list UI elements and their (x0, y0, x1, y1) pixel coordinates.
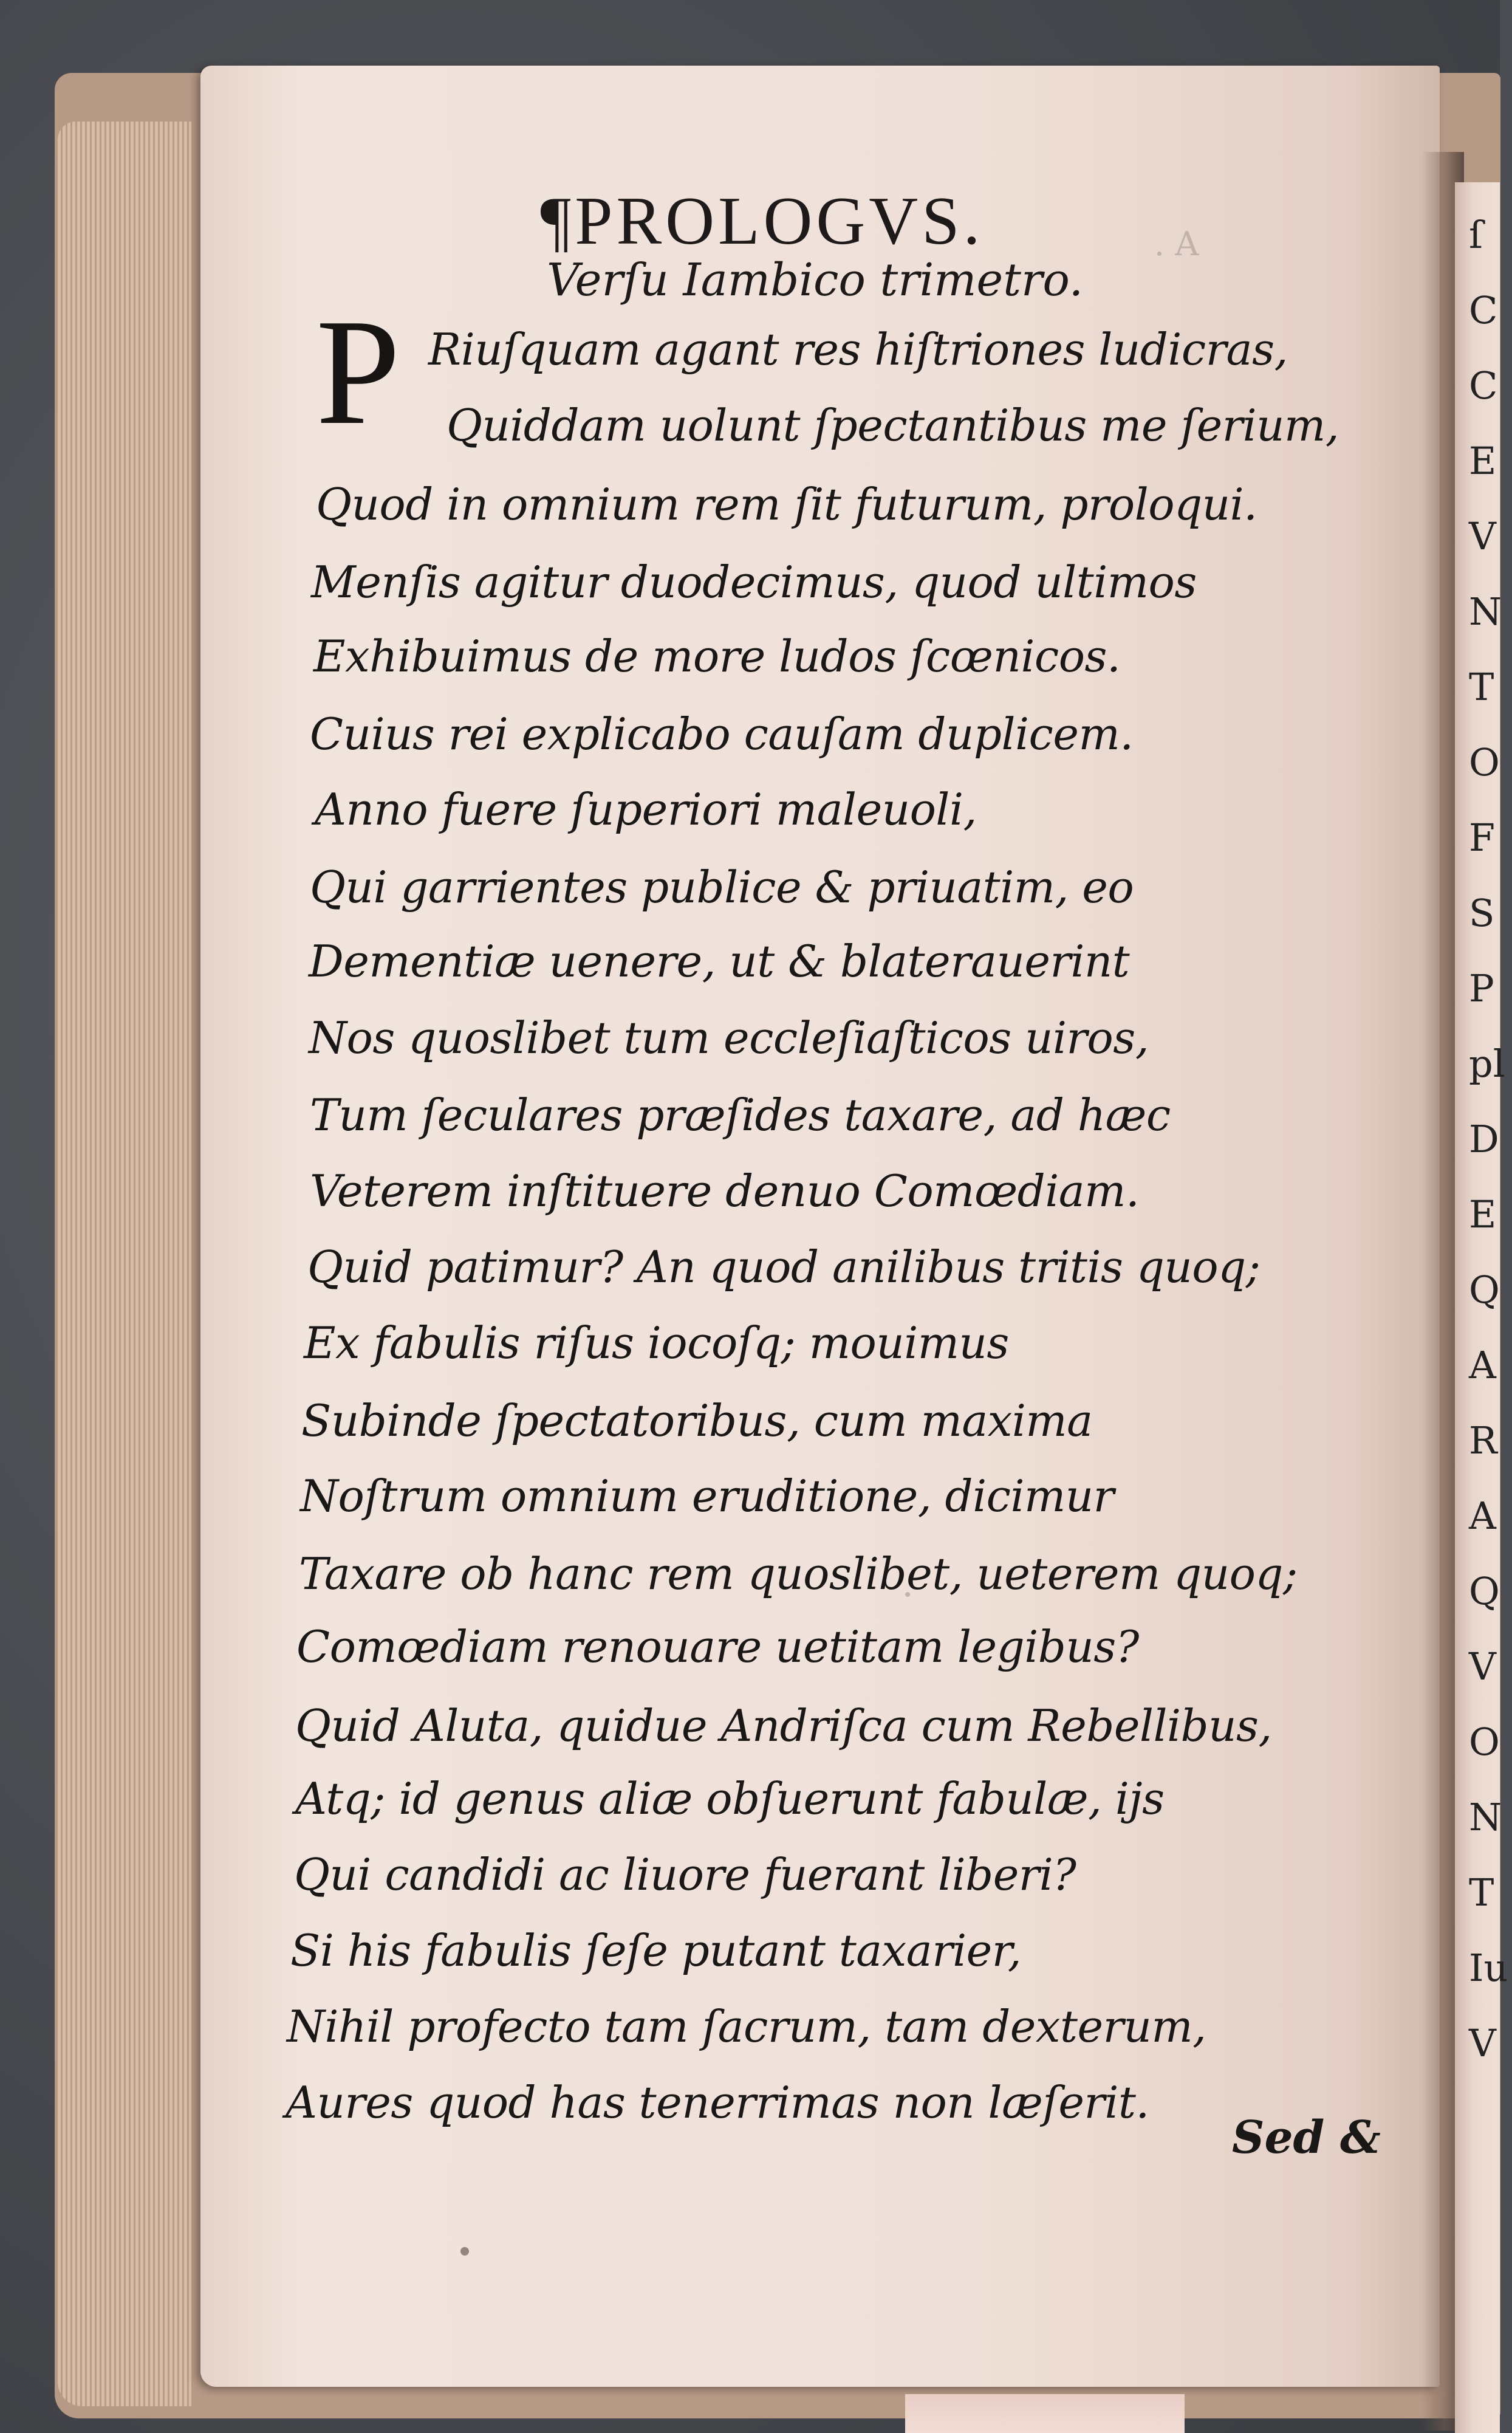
facing-page-letter: ſ (1469, 213, 1483, 257)
foxing-spot (905, 1592, 910, 1597)
facing-page-letter: Iu (1469, 1946, 1508, 1990)
facing-page-letter: V (1469, 514, 1496, 558)
verse-line: Riuſquam agant res hiſtriones ludicras, (428, 324, 1288, 375)
facing-page-letter: N (1469, 1795, 1502, 1839)
verse-line: Cuius rei explicabo cauſam duplicem. (310, 709, 1134, 760)
verse-line: Nihil profecto tam ſacrum, tam dexterum, (287, 2001, 1206, 2052)
facing-page-letter: V (1469, 2021, 1496, 2065)
pilcrow-mark: ¶ (540, 184, 575, 259)
verse-line: Dementiæ uenere, ut & blaterauerint (309, 936, 1130, 987)
facing-page-letter: N (1469, 589, 1502, 634)
facing-page-letter: S (1469, 891, 1495, 935)
facing-page-letter: Q (1469, 1569, 1500, 1613)
page-edges (58, 122, 191, 2406)
verse-line: Taxare ob hanc rem quoslibet, ueterem quoq; (299, 1548, 1298, 1599)
verse-line: Qui garrientes publice & priuatim, eo (310, 862, 1134, 913)
verse-line: Quid patimur? An quod anilibus tritis quoq; (307, 1241, 1261, 1292)
facing-page-letter: T (1469, 1870, 1494, 1915)
catchword: Sed & (1232, 2112, 1381, 2164)
page-title: PROLOGVS. (575, 184, 984, 259)
facing-page-letter: Q (1469, 1268, 1500, 1312)
verse-line: Exhibuimus de more ludos ſcœnicos. (313, 631, 1121, 682)
facing-page-letter: E (1469, 439, 1497, 483)
verse-line: Subinde ſpectatoribus, cum maxima (301, 1395, 1093, 1446)
verse-line: Quod in omnium rem ſit futurum, proloqui. (316, 479, 1257, 530)
facing-page-letter: C (1469, 288, 1498, 332)
foxing-spot (460, 2247, 469, 2256)
verse-line: Comœdiam renouare uetitam legibus? (296, 1621, 1139, 1672)
facing-page-letter: C (1469, 363, 1498, 408)
facing-page-letter: A (1469, 1343, 1496, 1387)
verse-line: Qui candidi ac liuore fuerant liberi? (294, 1849, 1076, 1900)
facing-page-letter: P (1469, 966, 1494, 1011)
verse-line: Ex fabulis riſus iocoſq; mouimus (304, 1317, 1009, 1368)
verse-line: Tum ſeculares præſides taxare, ad hæc (310, 1090, 1171, 1141)
facing-page-letter: A (1469, 1494, 1496, 1538)
verse-line: Nos quoslibet tum eccleſiaſticos uiros, (309, 1012, 1149, 1063)
verse-line: Menſis agitur duodecimus, quod ultimos (311, 557, 1197, 608)
verse-line: Quiddam uolunt ſpectantibus me ſerium, (446, 400, 1339, 451)
show-through-text: . A (1154, 225, 1199, 263)
facing-page-letter: F (1469, 815, 1496, 860)
verse-line: Si his fabulis ſeſe putant taxarier, (290, 1925, 1022, 1976)
facing-page-letter: E (1469, 1192, 1497, 1237)
facing-page-letter: T (1469, 665, 1494, 709)
facing-page-letter: D (1469, 1117, 1499, 1161)
drop-cap: P (316, 288, 401, 456)
verse-line: Veterem inſtituere denuo Comœdiam. (310, 1165, 1140, 1216)
page-header (0, 182, 1512, 261)
facing-page-letter: O (1469, 740, 1500, 784)
verse-line: Quid Aluta, quidue Andriſca cum Rebellibus, (295, 1700, 1272, 1751)
verse-line: Noſtrum omnium eruditione, dicimur (300, 1470, 1114, 1522)
page-tab-marker (905, 2394, 1185, 2433)
facing-page-letter: pl (1469, 1041, 1505, 1086)
facing-page-letter: O (1469, 1720, 1500, 1764)
facing-page-letter: R (1469, 1418, 1497, 1463)
verse-line: Atq; id genus aliæ obſuerunt fabulæ, ijs (295, 1773, 1165, 1824)
subheading: Verſu Iambico trimetro. (547, 254, 1084, 306)
verse-line: Aures quod has tenerrimas non læſerit. (286, 2077, 1149, 2128)
verse-line: Anno fuere ſuperiori maleuoli, (315, 784, 977, 835)
facing-page-letter: V (1469, 1644, 1496, 1689)
